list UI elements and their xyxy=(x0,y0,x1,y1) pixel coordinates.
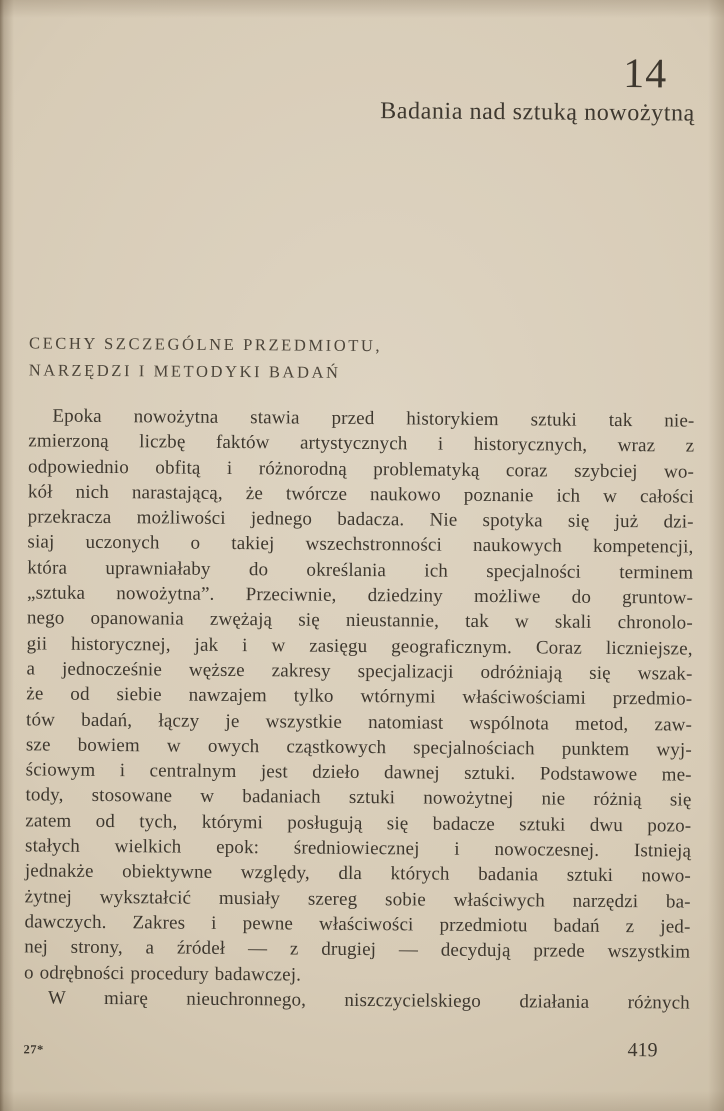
chapter-number: 14 xyxy=(622,51,668,98)
text-line: która uprawniałaby do określania ich specjalności terminem xyxy=(27,557,694,584)
text-line: o odrębności procedury badawczej. xyxy=(24,961,302,986)
section-heading-line-2: NARZĘDZI I METODYKI BADAŃ xyxy=(28,360,341,382)
text-line: Epoka nowożytna stawia przed historykiem sztuki tak nie- xyxy=(52,405,695,432)
text-line: dawczych. Zakres i pewne właściwości przedmiotu badań z jed- xyxy=(24,911,691,938)
body-text xyxy=(24,403,695,1015)
text-line: jednakże obiektywne względy, dla których badania sztuki nowo- xyxy=(24,860,691,887)
text-line: żytnej wykształcić musiały szereg sobie właściwych narzędzi ba- xyxy=(24,886,691,913)
text-line: sze bowiem w owych cząstkowych specjalnościach punktem wyj- xyxy=(25,734,692,761)
text-line: kół nich narastającą, że twórcze naukowo poznanie ich w całości xyxy=(27,481,694,508)
text-line: zmierzoną liczbę faktów artystycznych i historycznych, wraz z xyxy=(28,430,695,457)
text-line: „sztuka nowożytna”. Przeciwnie, dziedziny możliwe do gruntow- xyxy=(26,582,694,609)
text-line: siaj uczonych o takiej wszechstronności naukowych kompetencji, xyxy=(27,531,694,559)
text-line: tody, stosowane w badaniach sztuki nowożytnej nie różnią się xyxy=(25,784,692,812)
text-line: ściowym i centralnym jest dzieło dawnej sztuki. Podstawowe me- xyxy=(25,759,692,786)
text-line: nej strony, a źródeł — z drugiej — decydują przede wszystkim xyxy=(24,936,691,963)
text-line: nego opanowania zwężają się nieustannie, tak w skali chronolo- xyxy=(26,607,693,634)
text-line: odpowiednio obfitą i różnorodną problematyką coraz szybciej wo- xyxy=(27,455,695,483)
text-line: W miarę nieuchronnego, niszczycielskiego działania różnych xyxy=(47,987,690,1014)
page-number: 419 xyxy=(627,1039,658,1062)
text-line: a jednocześnie węższe zakresy specjalizacji odróżniają się wszak- xyxy=(26,658,693,685)
section-heading xyxy=(29,329,695,388)
text-line: gii historycznej, jak i w zasięgu geograficznym. Coraz liczniejsze, xyxy=(26,633,693,660)
text-line: zatem od tych, którymi posługują się badacze sztuki dwu pozo- xyxy=(25,810,692,837)
chapter-title: Badania nad sztuką nowożytną xyxy=(380,98,695,127)
text-line: przekracza możliwości jednego badacza. Nie spotyka się już dzi- xyxy=(27,506,694,533)
signature-mark: 27* xyxy=(23,1042,44,1057)
page-footer xyxy=(23,1034,689,1062)
section-heading-line-1: CECHY SZCZEGÓLNE PRZEDMIOTU, xyxy=(28,333,383,356)
text-line: tów badań, łączy je wszystkie natomiast wspólnota metod, zaw- xyxy=(26,708,693,736)
text-line: że od siebie nawzajem tylko wtórnymi właściwościami przedmio- xyxy=(26,683,693,710)
text-line: stałych wielkich epok: średniowiecznej i nowoczesnej. Istnieją xyxy=(25,835,692,862)
